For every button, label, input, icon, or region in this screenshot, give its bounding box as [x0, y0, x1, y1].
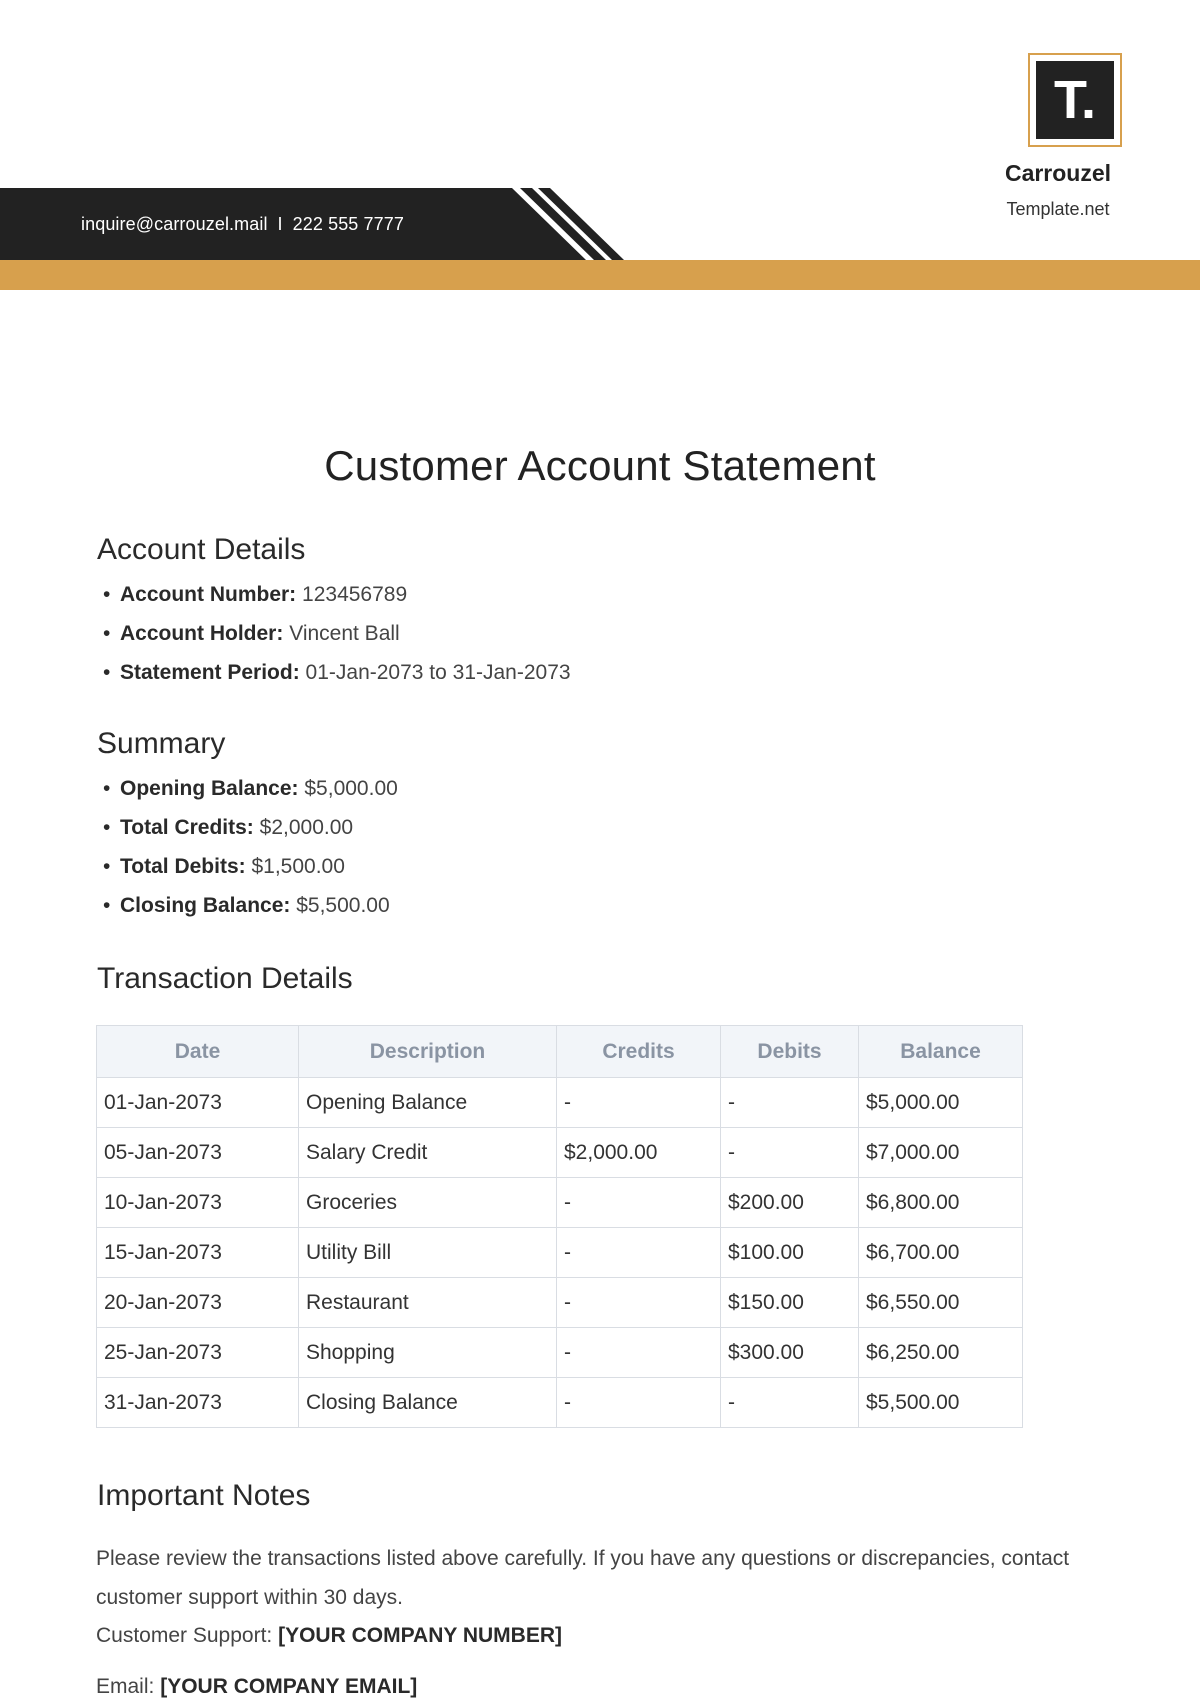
- cell-description: Groceries: [299, 1178, 557, 1228]
- important-notes-heading: Important Notes: [97, 1479, 311, 1512]
- item-label: Total Credits:: [120, 816, 254, 839]
- cell-description: Utility Bill: [299, 1228, 557, 1278]
- cell-credits: $2,000.00: [557, 1128, 721, 1178]
- cell-credits: -: [557, 1078, 721, 1128]
- table-row: [97, 1228, 1023, 1278]
- item-label: Account Number:: [120, 583, 297, 606]
- list-item: • Opening Balance: $5,000.00: [103, 777, 398, 800]
- column-header-date: Date: [97, 1026, 299, 1078]
- item-value: 123456789: [302, 583, 408, 606]
- cell-date: 05-Jan-2073: [97, 1128, 299, 1178]
- cell-credits: -: [557, 1178, 721, 1228]
- contact-phone[interactable]: 222 555 7777: [292, 214, 404, 234]
- item-label: Total Debits:: [120, 855, 246, 878]
- cell-balance: $6,700.00: [859, 1228, 1023, 1278]
- cell-debits: $150.00: [721, 1278, 859, 1328]
- cell-date: 15-Jan-2073: [97, 1228, 299, 1278]
- item-value: 01-Jan-2073 to 31-Jan-2073: [305, 661, 571, 684]
- support-value: [YOUR COMPANY NUMBER]: [278, 1624, 562, 1647]
- list-item: • Closing Balance: $5,500.00: [103, 894, 390, 917]
- page-title: Customer Account Statement: [324, 442, 876, 489]
- cell-credits: -: [557, 1228, 721, 1278]
- cell-balance: $5,500.00: [859, 1378, 1023, 1428]
- cell-date: 25-Jan-2073: [97, 1328, 299, 1378]
- company-logo: [1028, 53, 1122, 147]
- cell-date: 31-Jan-2073: [97, 1378, 299, 1428]
- cell-date: 10-Jan-2073: [97, 1178, 299, 1228]
- table-row: [97, 1278, 1023, 1328]
- summary-heading: Summary: [97, 727, 226, 760]
- cell-description: Salary Credit: [299, 1128, 557, 1178]
- contact-line: [81, 214, 404, 235]
- cell-date: 20-Jan-2073: [97, 1278, 299, 1328]
- brand-subtitle: Template.net: [1006, 199, 1110, 219]
- cell-date: 01-Jan-2073: [97, 1078, 299, 1128]
- support-label: Customer Support:: [96, 1624, 273, 1647]
- cell-credits: -: [557, 1328, 721, 1378]
- email-label: Email:: [96, 1675, 155, 1698]
- list-item: • Statement Period: 01-Jan-2073 to 31-Jan-2073: [103, 661, 571, 684]
- table-header-row: [97, 1026, 1023, 1078]
- transaction-details-heading: Transaction Details: [97, 962, 353, 995]
- list-item: • Total Credits: $2,000.00: [103, 816, 354, 839]
- customer-support-line: [96, 1624, 562, 1648]
- cell-debits: -: [721, 1128, 859, 1178]
- cell-description: Restaurant: [299, 1278, 557, 1328]
- account-details-list: [103, 575, 571, 692]
- table-row: [97, 1178, 1023, 1228]
- contact-email[interactable]: inquire@carrouzel.mail: [81, 214, 268, 234]
- column-header-balance: Balance: [859, 1026, 1023, 1078]
- column-header-debits: Debits: [721, 1026, 859, 1078]
- table-row: [97, 1128, 1023, 1178]
- cell-description: Shopping: [299, 1328, 557, 1378]
- cell-balance: $7,000.00: [859, 1128, 1023, 1178]
- item-label: Account Holder:: [120, 622, 284, 645]
- item-label: Opening Balance:: [120, 777, 299, 800]
- email-line: [96, 1675, 417, 1699]
- cell-debits: $300.00: [721, 1328, 859, 1378]
- summary-list: [103, 769, 398, 925]
- cell-debits: $100.00: [721, 1228, 859, 1278]
- list-item: • Total Debits: $1,500.00: [103, 855, 345, 878]
- item-value: $1,500.00: [251, 855, 345, 878]
- item-value: $5,000.00: [304, 777, 398, 800]
- cell-description: Closing Balance: [299, 1378, 557, 1428]
- cell-description: Opening Balance: [299, 1078, 557, 1128]
- email-value[interactable]: [YOUR COMPANY EMAIL]: [160, 1675, 418, 1698]
- item-label: Closing Balance:: [120, 894, 291, 917]
- column-header-credits: Credits: [557, 1026, 721, 1078]
- list-item: • Account Holder: Vincent Ball: [103, 622, 400, 645]
- cell-balance: $6,250.00: [859, 1328, 1023, 1378]
- transactions-table: [96, 1025, 1023, 1428]
- cell-balance: $5,000.00: [859, 1078, 1023, 1128]
- logo-mark: T.: [1036, 61, 1114, 139]
- item-value: $2,000.00: [259, 816, 354, 839]
- column-header-description: Description: [299, 1026, 557, 1078]
- table-row: [97, 1078, 1023, 1128]
- accent-stripe: [0, 260, 1200, 290]
- cell-balance: $6,550.00: [859, 1278, 1023, 1328]
- contact-separator: I: [277, 214, 283, 234]
- cell-credits: -: [557, 1278, 721, 1328]
- brand-name: Carrouzel: [1004, 160, 1112, 186]
- cell-debits: -: [721, 1378, 859, 1428]
- item-value: $5,500.00: [296, 894, 390, 917]
- cell-credits: -: [557, 1378, 721, 1428]
- cell-debits: $200.00: [721, 1178, 859, 1228]
- cell-balance: $6,800.00: [859, 1178, 1023, 1228]
- item-label: Statement Period:: [120, 661, 300, 684]
- cell-debits: -: [721, 1078, 859, 1128]
- list-item: • Account Number: 123456789: [103, 583, 408, 606]
- account-details-heading: Account Details: [97, 533, 306, 566]
- table-row: [97, 1328, 1023, 1378]
- table-row: [97, 1378, 1023, 1428]
- item-value: Vincent Ball: [289, 622, 400, 645]
- notes-paragraph: Please review the transactions listed above carefully. If you have any questions or discrepancies, contact customer support within 30 days.: [96, 1547, 1070, 1609]
